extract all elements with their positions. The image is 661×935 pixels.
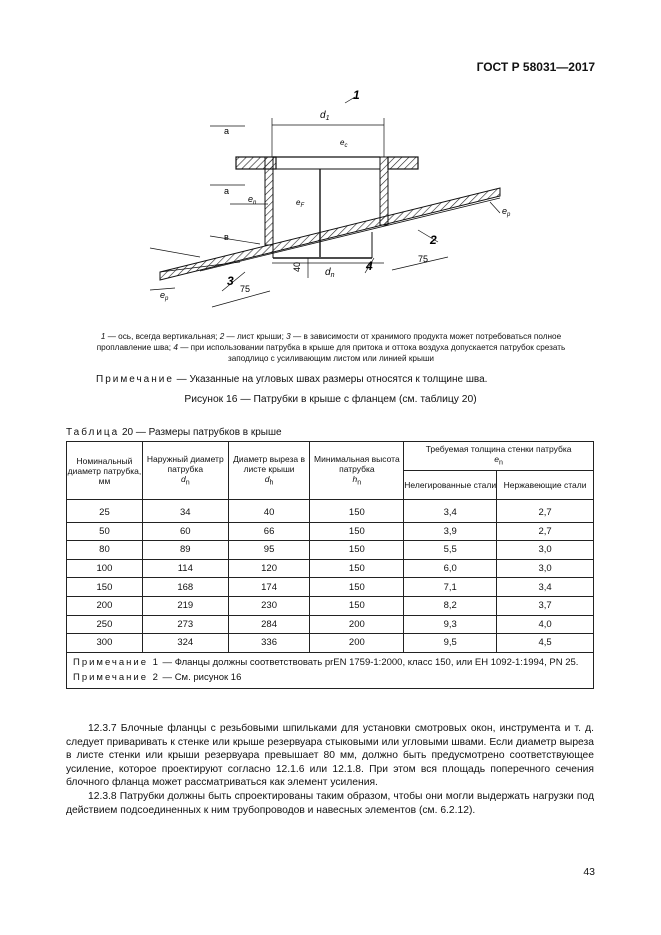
flange [236, 157, 418, 169]
table-cell: 174 [228, 578, 310, 597]
table-cell: 3,0 [497, 559, 594, 578]
col-stainless-steel: Нержавеющие стали [497, 471, 594, 500]
table-cell: 150 [310, 559, 404, 578]
table-body [67, 500, 594, 653]
dimensions-table [66, 441, 594, 689]
legend-part: — лист крыши; [224, 332, 287, 341]
weld-a-top: а [224, 126, 230, 136]
dim-75-left: 75 [240, 284, 251, 294]
figure-title: Рисунок 16 — Патрубки в крыше с фланцем (см. таблицу 20) [184, 394, 477, 405]
table-cell: 3,9 [404, 522, 497, 541]
dim-75-right: 75 [418, 254, 429, 264]
label-dn: $d_n$ [325, 267, 335, 279]
dim-40: 40 [292, 261, 302, 272]
table-cell: 114 [142, 559, 228, 578]
table-cell: 7,1 [404, 578, 497, 597]
nozzle-drawing [140, 88, 520, 328]
table-notes [67, 652, 594, 688]
table-cell: 200 [310, 615, 404, 634]
page-number: 43 [583, 866, 595, 878]
table-cell: 150 [67, 578, 143, 597]
legend-part: — в зависимости от хранимого продукта может потребоваться полное проплавление шва; [96, 332, 562, 352]
table-cell: 200 [67, 596, 143, 615]
table-cell: 200 [310, 634, 404, 653]
table-cell: 150 [310, 578, 404, 597]
table-note-2: Примечание 2 — См. рисунок 16 [73, 671, 242, 683]
table-row [67, 634, 594, 653]
table-cell: 100 [67, 559, 143, 578]
callout-1: 1 [353, 88, 360, 102]
col-unalloyed-steel: Нелегированные стали [404, 471, 497, 500]
callout-2: 2 [430, 233, 437, 247]
table-row [67, 615, 594, 634]
col-cutout-diameter: Диаметр выреза в листе крыши $d_h$ [228, 442, 310, 500]
table-cell: 2,7 [497, 522, 594, 541]
table-cell: 150 [310, 596, 404, 615]
table-cell: 168 [142, 578, 228, 597]
table-cell: 150 [310, 500, 404, 523]
standard-designation: ГОСТ Р 58031—2017 [476, 60, 595, 74]
figure-legend [96, 331, 566, 364]
table-cell: 120 [228, 559, 310, 578]
table-cell: 2,7 [497, 500, 594, 523]
weld-b: в [224, 232, 229, 242]
table-row [67, 500, 594, 523]
table-row [67, 596, 594, 615]
paragraph-12-3-7: 12.3.7 Блочные фланцы с резьбовыми шпильками для установки смотровых окон, инструмента и т. д. следует приваривать к стенке или крыше резервуара стыковыми или угловыми швами. Если диаметр выреза в листе стенки или крыши резервуара превышает 80 мм, должно быть предусмотрено соответствующее усиление, которое проектируют согласно 12.1.6 или 12.1.8. При этом вся площадь поперечного сечения блочного фланца может рассматриваться как элемент усиления. [66, 723, 594, 789]
table-row [67, 541, 594, 560]
table-note-1: Примечание 1 — Фланцы должны соответствовать prEN 1759-1:2000, класс 150, или EH 1092-1:1994, PN 25. [73, 656, 579, 668]
table-cell: 150 [310, 541, 404, 560]
col-nominal-diameter: Номинальный диаметр патрубка, мм [67, 442, 143, 500]
callout-3: 3 [227, 274, 234, 288]
table-cell: 3,0 [497, 541, 594, 560]
table-row [67, 522, 594, 541]
callout-4: 4 [366, 259, 373, 273]
table-cell: 4,0 [497, 615, 594, 634]
table-cell: 219 [142, 596, 228, 615]
figure-note: Примечание — Указанные на угловых швах размеры относятся к толщине шва. [96, 374, 488, 385]
table-cell: 4,5 [497, 634, 594, 653]
table-cell: 34 [142, 500, 228, 523]
table-cell: 8,2 [404, 596, 497, 615]
legend-part: 2 [219, 332, 225, 341]
legend-part: — ось, всегда вертикальная; [105, 332, 220, 341]
table-cell: 50 [67, 522, 143, 541]
legend-part: 3 [286, 332, 291, 341]
table-cell: 5,5 [404, 541, 497, 560]
table-cell: 80 [67, 541, 143, 560]
table-cell: 6,0 [404, 559, 497, 578]
e-c-label: $e_c$ [340, 138, 348, 149]
table-cell: 9,5 [404, 634, 497, 653]
table-cell: 66 [228, 522, 310, 541]
paragraph-12-3-8: 12.3.8 Патрубки должны быть спроектированы таким образом, чтобы они могли выдержать нагрузки под действием подсоединенных к ним трубопроводов и навесных элементов (см. 6.2.12). [66, 790, 594, 816]
col-outer-diameter: Наружный диаметр патрубка $d_n$ [142, 442, 228, 500]
e-p-left: $e_p$ [160, 290, 169, 302]
table-cell: 95 [228, 541, 310, 560]
table-cell: 89 [142, 541, 228, 560]
e-p-right: $e_p$ [502, 206, 511, 218]
label-d1: $d_1$ [320, 110, 330, 122]
table-cell: 25 [67, 500, 143, 523]
table-cell: 150 [310, 522, 404, 541]
table-cell: 3,4 [404, 500, 497, 523]
table-cell: 250 [67, 615, 143, 634]
weld-a-mid: а [224, 186, 230, 196]
table-cell: 273 [142, 615, 228, 634]
table-cell: 300 [67, 634, 143, 653]
table-cell: 284 [228, 615, 310, 634]
e-F-label: $e_F$ [296, 198, 305, 209]
table-row [67, 559, 594, 578]
table-cell: 3,4 [497, 578, 594, 597]
col-wall-thickness: Требуемая толщина стенки патрубка $e_n$ [404, 442, 594, 471]
e-n-label: $e_n$ [248, 194, 257, 206]
table-cell: 230 [228, 596, 310, 615]
col-min-height: Минимальная высота патрубка $h_n$ [310, 442, 404, 500]
legend-part: 1 [100, 332, 106, 341]
table-row [67, 578, 594, 597]
table-cell: 336 [228, 634, 310, 653]
table-cell: 324 [142, 634, 228, 653]
table-cell: 3,7 [497, 596, 594, 615]
body-text [66, 722, 594, 817]
table-cell: 40 [228, 500, 310, 523]
legend-part: 4 [173, 343, 178, 352]
table-cell: 9,3 [404, 615, 497, 634]
table-title: Таблица 20 — Размеры патрубков в крыше [66, 427, 282, 438]
table-cell: 60 [142, 522, 228, 541]
legend-part: — при использовании патрубка в крыше для притока и оттока воздуха допускается патрубок срезать заподлицо с усиливающим листом или линией крыши [177, 343, 566, 363]
